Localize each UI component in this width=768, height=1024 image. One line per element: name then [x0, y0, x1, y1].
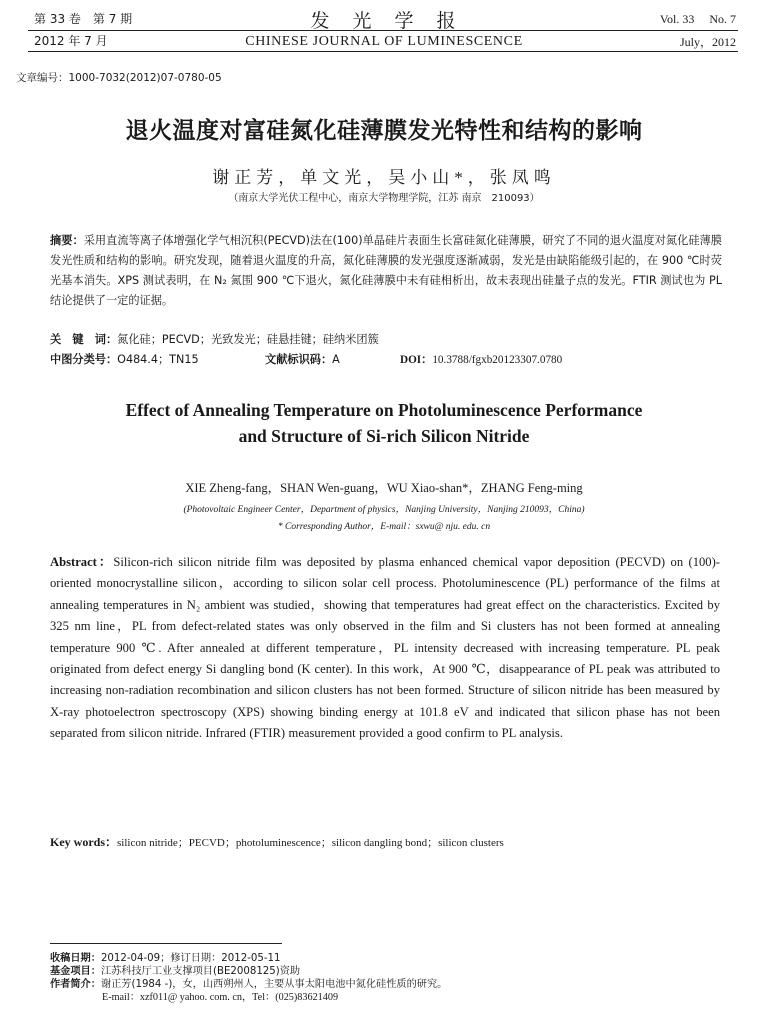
en-keywords-label: Key words： [50, 835, 117, 849]
en-abstract-label: Abstract： [50, 555, 114, 569]
footnote-contact: E-mail：xzf011@ yahoo. com. cn，Tel：(025)83621409 [102, 992, 339, 1003]
cn-affiliation: （南京大学光伏工程中心，南京大学物理学院，江苏 南京 210093） [228, 193, 540, 204]
en-title-line2: and Structure of Si-rich Silicon Nitride [238, 426, 530, 446]
cn-keywords [50, 331, 379, 347]
footnote-fund-value: 江苏科技厅工业支撑项目(BE2008125)资助 [100, 966, 301, 977]
en-abstract [50, 552, 720, 745]
cn-keywords-label: 关 键 词： [50, 333, 118, 346]
en-title-line1: Effect of Annealing Temperature on Photoluminescence Performance [125, 400, 643, 420]
footnote-received [50, 952, 280, 965]
cn-doi-label: DOI： [400, 354, 433, 366]
header-date-cn: 2012 年 7 月 [34, 34, 108, 48]
cn-clc-value: O484.4；TN15 [117, 353, 199, 366]
header-journal-cn: 发 光 学 报 [310, 11, 458, 32]
header-journal-en: CHINESE JOURNAL OF LUMINESCENCE [245, 34, 523, 49]
cn-doc-code-label: 文献标识码： [265, 353, 333, 366]
header-volume-en: Vol. 33 No. 7 [659, 12, 736, 26]
en-keywords-text: silicon nitride；PECVD；photoluminescence；silicon dangling bond；silicon clusters [117, 837, 504, 849]
header-rule-bottom [28, 51, 738, 52]
footnote-fund [50, 965, 300, 978]
footnote-rule [50, 943, 282, 944]
header-rule-top [28, 30, 738, 31]
cn-doi [400, 351, 562, 367]
footnote-author-label: 作者简介： [50, 979, 101, 990]
footnote-received-value: 2012-04-09；修订日期：2012-05-11 [100, 953, 281, 964]
cn-clc-label: 中图分类号： [50, 353, 118, 366]
en-abstract-text: Silicon-rich silicon nitride film was deposited by plasma enhanced chemical vapor deposition (PECVD) on (100)-oriented monocrystalline silicon，according to silicon solar cell process. Photoluminescence (PL) performance of the films at annealing temperatures in N₂ ambient was studied，showing that temperatures had great effect on the characteristics. Excited by 325 nm line，PL from defect-related states was only observed in the film and Si clusters has not been formed at annealing temperature 900 ℃. After annealed at different temperature，PL intensity decreased with increasing temperature. PL peak originated from defect energy Si dangling bond (K center). In this work，At 900 ℃，disappearance of PL peak was attributed to increasing non-radiation recombination and silicon clusters has not been formed. Structure of silicon nitride has been measured by X-ray photoelectron spectroscopy (XPS) showing binding energy at 101.8 eV and indicated that silicon phase has not been separated from silicon nitride. Infrared (FTIR) measurement provided a good confirm to PL analysis. [50, 555, 720, 741]
cn-abstract-text: 采用直流等离子体增强化学气相沉积(PECVD)法在(100)单晶硅片表面生长富硅氮化硅薄膜，研究了不同的退火温度对氮化硅薄膜发光性质和结构的影响。研究发现，随着退火温度的升高，氮化硅薄膜的发光强度逐渐减弱，发光是由缺陷能级引起的，在 900 ℃时荧光基本消失。XPS 测试表明，在 N₂ 氮围 900 ℃下退火，氮化硅薄膜中未有硅相析出，故未表现出硅量子点的发光。FTIR 测试也为 PL 结论提供了一定的证据。 [50, 234, 722, 307]
footnote-author-value: 谢正芳(1984 -)，女，山西朔州人，主要从事太阳电池中氮化硅性质的研究。 [100, 979, 448, 990]
en-authors: XIE Zheng-fang，SHAN Wen-guang，WU Xiao-shan*，ZHANG Feng-ming [185, 481, 583, 495]
en-keywords [50, 833, 720, 850]
cn-authors: 谢正芳，单文光，吴小山*，张凤鸣 [212, 168, 556, 187]
cn-abstract [50, 231, 722, 311]
header-volume-cn: 第 33 卷 第 7 期 [34, 12, 133, 26]
cn-doc-code-value: A [332, 353, 340, 366]
cn-keywords-text: 氮化硅；PECVD；光致发光；硅悬挂键；硅纳米团簇 [117, 333, 379, 346]
cn-document-code [265, 351, 340, 367]
cn-abstract-label: 摘要： [50, 234, 84, 247]
header-date-en: July，2012 [679, 35, 736, 49]
article-number: 文章编号：1000-7032(2012)07-0780-05 [16, 72, 222, 84]
cn-doi-value: 10.3788/fgxb20123307.0780 [432, 354, 563, 366]
en-corresponding: * Corresponding Author，E-mail：sxwu@ nju. edu. cn [277, 522, 491, 532]
footnote-author [50, 978, 447, 991]
footnote-received-label: 收稿日期： [50, 953, 101, 964]
footnote-fund-label: 基金项目： [50, 966, 101, 977]
cn-classification [50, 351, 199, 367]
cn-title: 退火温度对富硅氮化硅薄膜发光特性和结构的影响 [125, 118, 643, 144]
en-affiliation: (Photovoltaic Engineer Center，Department of physics，Nanjing University，Nanjing 210093，China) [183, 505, 585, 515]
